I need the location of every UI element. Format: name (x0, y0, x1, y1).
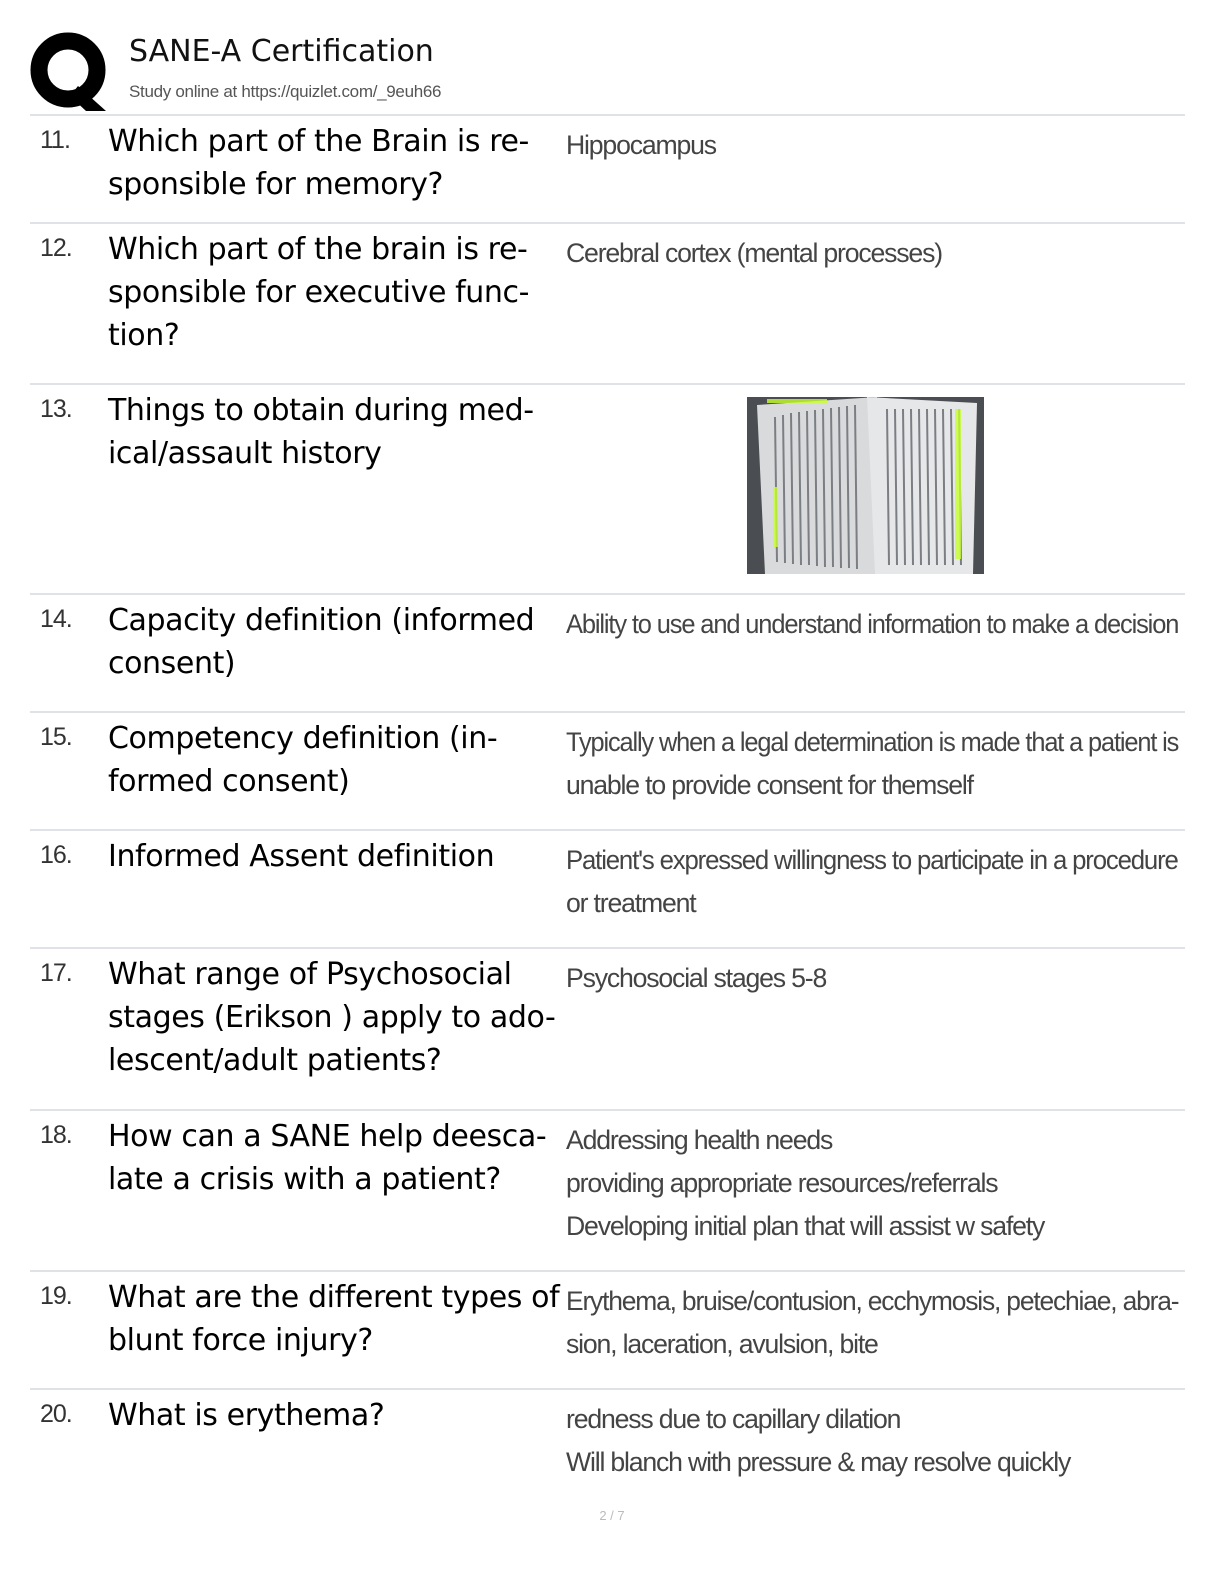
study-link[interactable]: Study online at https://quizlet.com/_9euh66 (129, 82, 442, 101)
card-answer (566, 124, 1186, 167)
card-question: Which part of the brain is re-sponsible for executive func-tion? (108, 232, 530, 353)
card-answer (566, 839, 1186, 925)
card-question: Capacity definition (informed consent) (108, 603, 535, 681)
answer-line: Addressing health needs (566, 1125, 833, 1155)
card-answer (566, 1280, 1186, 1366)
answer-line: providing appropriate resources/referrals (566, 1168, 998, 1198)
card-question: Competency definition (in-formed consent) (108, 721, 498, 799)
card-number: 19. (40, 1282, 72, 1310)
card-question: How can a SANE help deesca-late a crisis with a patient? (108, 1119, 547, 1197)
flashcard-row (30, 1109, 1185, 1270)
flashcard-list (30, 114, 1185, 1500)
answer-line: Patient's expressed willingness to participate in a procedure (566, 845, 1178, 875)
answer-line: sion, laceration, avulsion, bite (566, 1329, 878, 1359)
card-number: 12. (40, 234, 72, 262)
card-question: What range of Psychosocial stages (Erikson ) apply to ado-lescent/adult patients? (108, 957, 556, 1078)
card-number: 20. (40, 1400, 72, 1428)
flashcard-row (30, 1388, 1185, 1500)
card-question: What is erythema? (108, 1398, 385, 1433)
flashcard-row (30, 947, 1185, 1109)
card-number: 16. (40, 841, 72, 869)
card-question: Which part of the Brain is re-sponsible for memory? (108, 124, 529, 202)
answer-line: Ability to use and understand information to make a decision (566, 609, 1179, 639)
document-header (30, 26, 1185, 114)
card-question: What are the different types of blunt force injury? (108, 1280, 560, 1358)
card-number: 13. (40, 395, 72, 423)
answer-line: Erythema, bruise/contusion, ecchymosis, petechiae, abra- (566, 1286, 1179, 1316)
flashcard-row (30, 222, 1185, 383)
answer-line: redness due to capillary dilation (566, 1404, 901, 1434)
quizlet-logo-icon (30, 32, 110, 112)
flashcard-row (30, 383, 1185, 593)
flashcard-row (30, 114, 1185, 222)
flashcard-row (30, 711, 1185, 829)
card-number: 17. (40, 959, 72, 987)
answer-line: Typically when a legal determination is made that a patient is (566, 727, 1179, 757)
flashcard-row (30, 1270, 1185, 1388)
card-number: 18. (40, 1121, 72, 1149)
answer-line: Will blanch with pressure & may resolve quickly (566, 1447, 1071, 1477)
page-title: SANE-A Certification (129, 34, 434, 69)
flashcard-row (30, 829, 1185, 947)
answer-line: Cerebral cortex (mental processes) (566, 238, 942, 268)
flashcard-row (30, 593, 1185, 711)
textbook-page-image (747, 397, 984, 574)
answer-line: Hippocampus (566, 130, 716, 160)
card-answer (566, 957, 1186, 1000)
answer-line: unable to provide consent for themself (566, 770, 973, 800)
card-number: 14. (40, 605, 72, 633)
card-answer (566, 603, 1186, 646)
page-number: 2 / 7 (599, 1508, 625, 1523)
card-answer (566, 1119, 1186, 1248)
answer-line: Psychosocial stages 5-8 (566, 963, 827, 993)
card-question: Informed Assent definition (108, 839, 495, 874)
answer-line: Developing initial plan that will assist w safety (566, 1211, 1045, 1241)
card-number: 11. (40, 126, 70, 154)
answer-line: or treatment (566, 888, 696, 918)
card-answer (566, 721, 1186, 807)
card-question: Things to obtain during med-ical/assault history (108, 393, 534, 471)
card-number: 15. (40, 723, 72, 751)
card-answer (566, 232, 1186, 275)
card-answer (566, 1398, 1186, 1484)
